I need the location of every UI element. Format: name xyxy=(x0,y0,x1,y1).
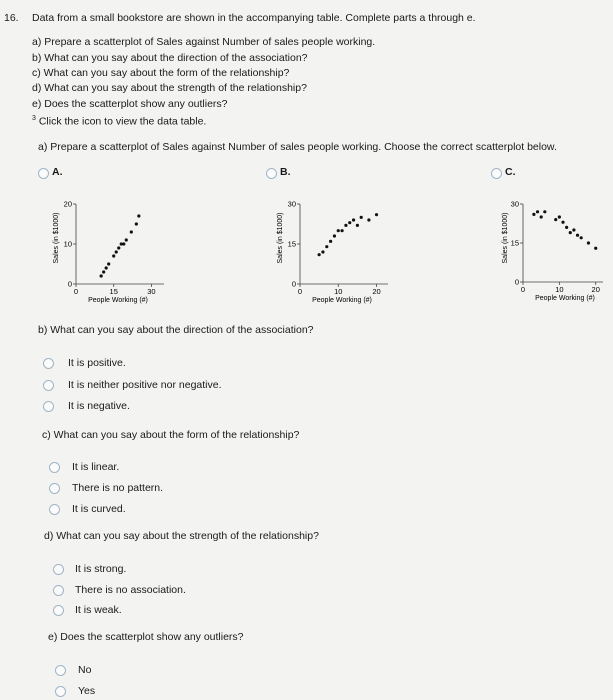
part-b-option-2-label: It is neither positive nor negative. xyxy=(68,379,222,391)
chart-a-ylabel: Sales (in $1000) xyxy=(53,212,60,264)
chart-c-ytick-label: 30 xyxy=(510,199,519,209)
part-d-prompt: d) What can you say about the strength of the relationship? xyxy=(44,530,319,542)
option-a-radio[interactable] xyxy=(38,168,49,179)
chart-c-plot xyxy=(511,200,603,295)
part-list-e: e) Does the scatterplot show any outliers? xyxy=(32,98,228,110)
part-a-prompt: a) Prepare a scatterplot of Sales against Number of sales people working. Choose the correct scatterplot below. xyxy=(38,141,557,153)
part-e-option-no-label: No xyxy=(78,664,92,676)
data-note-text: Click the icon to view the data table. xyxy=(38,115,207,128)
data-table-icon[interactable]: 3 xyxy=(32,115,36,122)
part-e-option-no-radio[interactable] xyxy=(55,665,66,676)
chart-c-ylabel: Sales (in $1000) xyxy=(502,212,509,264)
part-c-prompt: c) What can you say about the form of the relationship? xyxy=(42,429,300,441)
part-e-option-yes-label: Yes xyxy=(78,685,96,697)
part-c-option-2-label: There is no pattern. xyxy=(72,482,164,494)
chart-c-point xyxy=(543,210,546,213)
chart-c-point xyxy=(561,221,564,224)
part-c-option-2-radio[interactable] xyxy=(49,483,60,494)
chart-a-point xyxy=(115,250,118,253)
part-d-option-2-radio[interactable] xyxy=(53,585,64,596)
part-b-prompt: b) What can you say about the direction of the association? xyxy=(38,324,314,336)
chart-c-point xyxy=(569,231,572,234)
chart-c-point xyxy=(594,247,597,250)
chart-a-point xyxy=(107,262,110,265)
part-c-option-3-radio[interactable] xyxy=(49,504,60,515)
chart-b-xtick-label: 20 xyxy=(372,287,381,296)
chart-c-point xyxy=(565,226,568,229)
question-number: 16. xyxy=(4,12,19,24)
chart-a-xlabel: People Working (#) xyxy=(88,297,148,304)
chart-c-xtick-label: 20 xyxy=(591,285,600,294)
chart-a-point xyxy=(130,230,133,233)
chart-b-xtick-label: 0 xyxy=(297,287,303,296)
part-list-d: d) What can you say about the strength of the relationship? xyxy=(32,82,307,94)
chart-c-ytick-label: 0 xyxy=(514,277,519,287)
chart-a-ytick-label: 20 xyxy=(63,199,72,209)
part-b-option-1-radio[interactable] xyxy=(43,358,54,369)
data-table-link[interactable] xyxy=(32,115,206,128)
part-c-option-1-radio[interactable] xyxy=(49,462,60,473)
chart-b-ytick-label: 30 xyxy=(287,199,296,209)
chart-b-plot xyxy=(288,200,388,297)
chart-c-point xyxy=(580,236,583,239)
chart-c-point xyxy=(587,241,590,244)
chart-a-point xyxy=(102,270,105,273)
chart-b-point xyxy=(340,229,343,232)
chart-b-ytick-label: 15 xyxy=(287,239,296,249)
part-d-option-1-label: It is strong. xyxy=(75,563,127,575)
part-b-option-3-radio[interactable] xyxy=(43,401,54,412)
chart-a-point xyxy=(137,214,140,217)
part-b-option-1-label: It is positive. xyxy=(68,357,126,369)
option-b-radio[interactable] xyxy=(266,168,277,179)
chart-c-axes xyxy=(523,204,603,282)
part-c-option-1-label: It is linear. xyxy=(72,461,120,473)
chart-c-point xyxy=(536,210,539,213)
chart-b-point xyxy=(318,253,321,256)
option-c-label: C. xyxy=(505,166,516,178)
chart-a-plot xyxy=(64,200,164,297)
chart-c-xtick-label: 10 xyxy=(555,285,564,294)
part-d-option-3-radio[interactable] xyxy=(53,605,64,616)
part-c-option-3-label: It is curved. xyxy=(72,503,126,515)
chart-c-xtick-label: 0 xyxy=(520,285,526,294)
chart-c-point xyxy=(576,234,579,237)
chart-a-point xyxy=(112,254,115,257)
chart-b-point xyxy=(337,229,340,232)
chart-c-point xyxy=(558,215,561,218)
part-e-prompt: e) Does the scatterplot show any outliers? xyxy=(48,631,244,643)
chart-c-point xyxy=(554,218,557,221)
part-e-option-yes-radio[interactable] xyxy=(55,686,66,697)
part-list-c: c) What can you say about the form of the relationship? xyxy=(32,67,290,79)
chart-c-ytick-label: 15 xyxy=(510,238,519,248)
chart-b-axes xyxy=(300,204,388,284)
part-d-option-3-label: It is weak. xyxy=(75,604,122,616)
chart-a-ytick-label: 0 xyxy=(67,279,72,289)
option-b-label: B. xyxy=(280,166,291,178)
option-c-radio[interactable] xyxy=(491,168,502,179)
chart-b-point xyxy=(344,224,347,227)
chart-a-point xyxy=(105,266,108,269)
part-d-option-2-label: There is no association. xyxy=(75,584,186,596)
part-b-option-3-label: It is negative. xyxy=(68,400,130,412)
chart-b-point xyxy=(375,213,378,216)
part-list-b: b) What can you say about the direction of the association? xyxy=(32,52,308,64)
chart-b-point xyxy=(356,224,359,227)
chart-b-point xyxy=(329,240,332,243)
chart-a-xtick-label: 30 xyxy=(147,287,156,296)
chart-b-ylabel: Sales (in $1000) xyxy=(277,212,284,264)
scatterplot-a[interactable] xyxy=(38,188,178,308)
chart-a-xtick-label: 15 xyxy=(109,287,118,296)
part-b-option-2-radio[interactable] xyxy=(43,380,54,391)
chart-c-point xyxy=(540,215,543,218)
chart-c-xlabel: People Working (#) xyxy=(535,295,595,302)
chart-b-point xyxy=(352,218,355,221)
chart-b-point xyxy=(348,221,351,224)
part-d-option-1-radio[interactable] xyxy=(53,564,64,575)
chart-a-point xyxy=(125,238,128,241)
chart-b-point xyxy=(367,218,370,221)
scatterplot-b[interactable] xyxy=(262,188,402,308)
chart-a-point xyxy=(135,222,138,225)
chart-b-xtick-label: 10 xyxy=(334,287,343,296)
chart-b-point xyxy=(360,216,363,219)
chart-a-point xyxy=(100,274,103,277)
chart-a-xtick-label: 0 xyxy=(73,287,79,296)
part-list-a: a) Prepare a scatterplot of Sales against Number of sales people working. xyxy=(32,36,376,48)
chart-c-point xyxy=(572,228,575,231)
chart-a-point xyxy=(117,246,120,249)
chart-b-point xyxy=(333,234,336,237)
chart-b-point xyxy=(321,250,324,253)
chart-b-point xyxy=(325,245,328,248)
chart-a-ytick-label: 10 xyxy=(63,239,72,249)
option-a-label: A. xyxy=(52,166,63,178)
chart-c-point xyxy=(532,213,535,216)
chart-b-ytick-label: 0 xyxy=(291,279,296,289)
question-intro: Data from a small bookstore are shown in the accompanying table. Complete parts a through e. xyxy=(32,12,476,24)
scatterplot-c[interactable] xyxy=(487,188,613,308)
chart-b-xlabel: People Working (#) xyxy=(312,297,372,304)
chart-a-point xyxy=(122,242,125,245)
